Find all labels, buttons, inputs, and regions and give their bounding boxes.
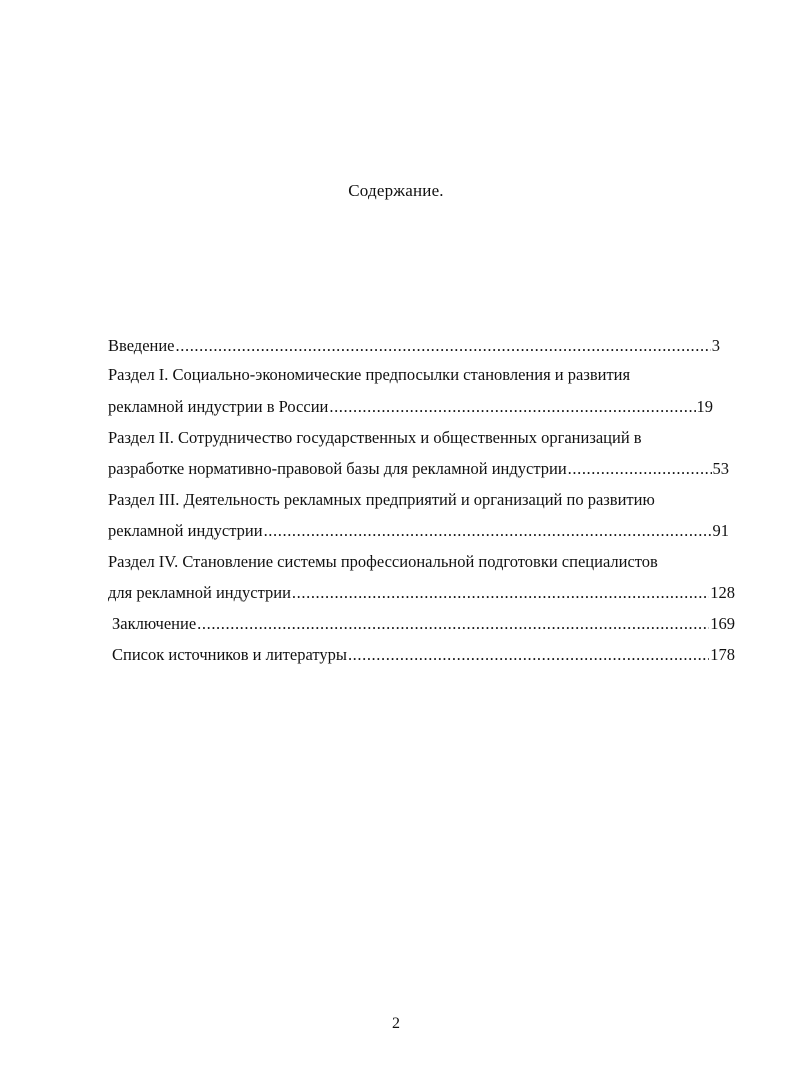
toc-entry-conclusion	[112, 613, 735, 635]
toc-entry-section-4-line1	[108, 551, 658, 573]
toc-entry-section-1-line1	[108, 364, 630, 386]
page-number: 2	[392, 1015, 400, 1032]
toc-entry-title: Введение	[108, 336, 175, 355]
toc-leader-dots	[264, 520, 712, 542]
toc-entry-title: Раздел IV. Становление системы профессиональной подготовки специалистов	[108, 552, 658, 571]
toc-page-number: 19	[696, 397, 713, 416]
toc-entry-section-2-line1	[108, 427, 642, 449]
toc-entry-title: Раздел I. Социально-экономические предпосылки становления и развития	[108, 365, 631, 384]
toc-entry-section-4-line2	[108, 582, 735, 604]
toc-entry-title: Заключение	[112, 614, 197, 633]
toc-page-number: 178	[710, 645, 735, 664]
toc-entry-section-1-line2	[108, 396, 713, 418]
toc-page-number: 169	[710, 614, 735, 633]
toc-entry-title: для рекламной индустрии	[108, 583, 291, 602]
toc-entry-section-3-line2	[108, 520, 729, 542]
page-title: Содержание.	[348, 181, 444, 200]
toc-page-number: 3	[711, 336, 720, 355]
toc-entry-title: Список источников и литературы	[112, 645, 347, 664]
toc-page-number: 128	[710, 583, 735, 602]
toc-entry-title: рекламной индустрии в России	[108, 397, 329, 416]
toc-leader-dots	[197, 613, 709, 635]
toc-entry-introduction	[108, 335, 720, 357]
toc-leader-dots	[348, 644, 709, 666]
toc-leader-dots	[292, 582, 709, 604]
toc-entry-section-3-line1	[108, 489, 655, 511]
toc-entry-title: разработке нормативно-правовой базы для рекламной индустрии	[108, 459, 567, 478]
toc-leader-dots	[176, 335, 711, 357]
toc-page-number: 53	[712, 459, 729, 478]
toc-entry-section-2-line2	[108, 458, 729, 480]
toc-page-number: 91	[712, 521, 729, 540]
toc-entry-title: Раздел II. Сотрудничество государственных и общественных организаций в	[108, 428, 642, 447]
toc-leader-dots	[568, 458, 712, 480]
toc-entry-sources	[112, 644, 735, 666]
toc-entry-title: рекламной индустрии	[108, 521, 263, 540]
toc-entry-title: Раздел III. Деятельность рекламных предприятий и организаций по развитию	[108, 490, 655, 509]
toc-leader-dots	[329, 396, 695, 418]
